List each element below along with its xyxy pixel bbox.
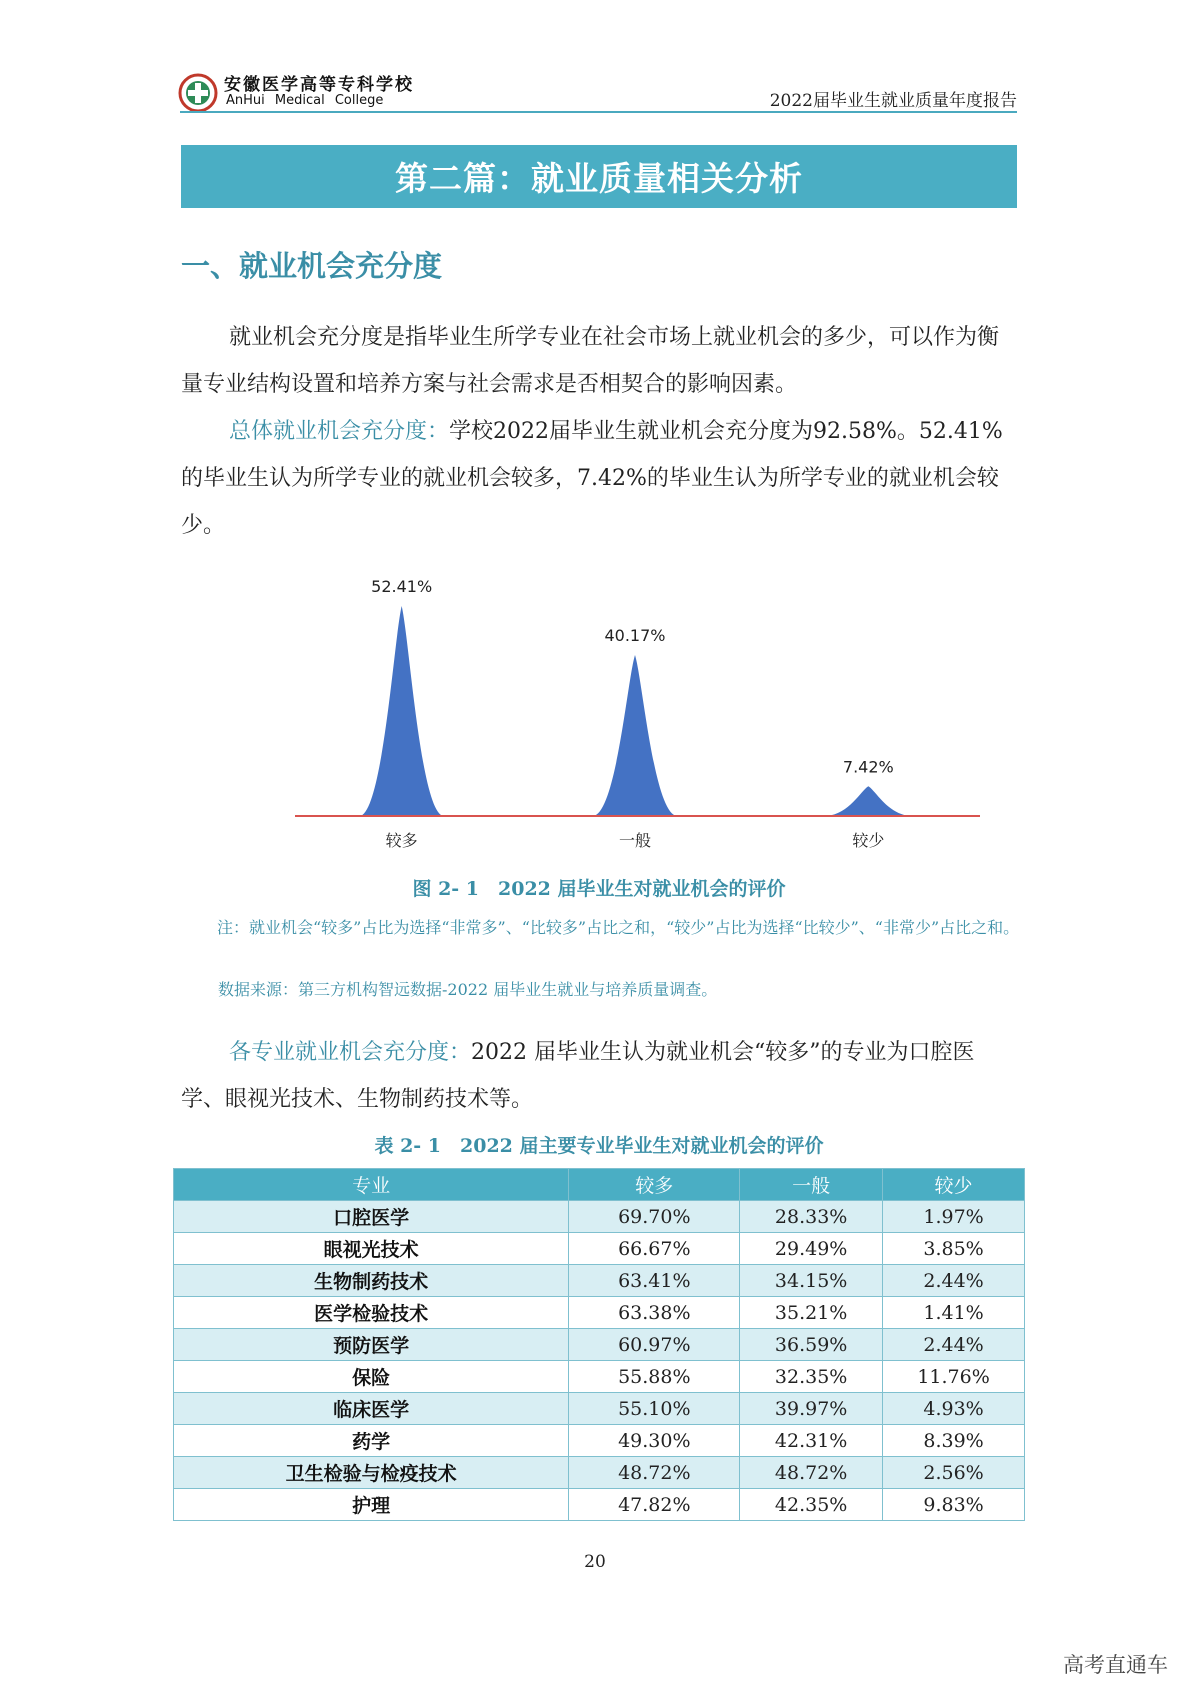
cell-less: 11.76% xyxy=(883,1361,1025,1393)
header-less: 较少 xyxy=(883,1169,1025,1201)
data-label: 7.42% xyxy=(842,757,894,777)
data-label: 40.17% xyxy=(604,626,666,646)
figure-note: 注：就业机会“较多”占比为选择“非常多”、“比较多”占比之和，“较少”占比为选择“比较少”、“非常少”占比之和。 xyxy=(217,918,1020,937)
category-label: 较少 xyxy=(852,831,885,850)
cell-major: 保险 xyxy=(174,1361,569,1393)
header-more: 较多 xyxy=(569,1169,740,1201)
cell-average: 42.31% xyxy=(740,1425,883,1457)
intro-paragraph: 就业机会充分度是指毕业生所学专业在社会市场上就业机会的多少，可以作为衡量专业结构设置和培养方案与社会需求是否相契合的影响因素。 xyxy=(181,325,1000,397)
cell-less: 2.44% xyxy=(883,1329,1025,1361)
cell-more: 63.41% xyxy=(569,1265,740,1297)
major-body: 2022 届毕业生认为就业机会“较多”的专业为口腔医学、眼视光技术、生物制药技术等。 xyxy=(181,1040,975,1112)
cell-less: 8.39% xyxy=(883,1425,1025,1457)
table-row xyxy=(174,1201,1025,1233)
table-header-row xyxy=(174,1169,1025,1201)
category-label: 一般 xyxy=(618,831,652,850)
school-logo xyxy=(178,73,222,113)
overall-lead: 总体就业机会充分度： xyxy=(229,419,450,444)
peak-mark xyxy=(360,606,444,816)
report-title: 2022届毕业生就业质量年度报告 xyxy=(769,91,1017,111)
header-divider xyxy=(180,111,1017,113)
cell-more: 66.67% xyxy=(569,1233,740,1265)
cell-less: 3.85% xyxy=(883,1233,1025,1265)
page-number: 20 xyxy=(584,1552,606,1572)
cell-more: 55.88% xyxy=(569,1361,740,1393)
cell-less: 4.93% xyxy=(883,1393,1025,1425)
watermark-text: 高考直通车 xyxy=(1063,1653,1168,1677)
table-row xyxy=(174,1233,1025,1265)
major-paragraph xyxy=(181,1029,1017,1123)
header-major: 专业 xyxy=(174,1169,569,1201)
cell-more: 60.97% xyxy=(569,1329,740,1361)
major-lead: 各专业就业机会充分度： xyxy=(229,1040,472,1065)
overall-paragraph xyxy=(181,408,1017,549)
cell-more: 48.72% xyxy=(569,1457,740,1489)
cell-average: 36.59% xyxy=(740,1329,883,1361)
cell-more: 55.10% xyxy=(569,1393,740,1425)
cell-less: 2.44% xyxy=(883,1265,1025,1297)
cell-more: 69.70% xyxy=(569,1201,740,1233)
figure-caption: 图 2- 1 2022 届毕业生对就业机会的评价 xyxy=(412,878,786,900)
cell-average: 35.21% xyxy=(740,1297,883,1329)
overall-body: 学校2022届毕业生就业机会充分度为92.58%。52.41%的毕业生认为所学专业的就业机会较多，7.42%的毕业生认为所学专业的就业机会较少。 xyxy=(181,419,1003,538)
part-title: 第二篇：就业质量相关分析 xyxy=(395,159,803,198)
cell-major: 医学检验技术 xyxy=(174,1297,569,1329)
cell-major: 眼视光技术 xyxy=(174,1233,569,1265)
part-banner xyxy=(181,145,1017,208)
cell-average: 42.35% xyxy=(740,1489,883,1521)
cell-less: 1.41% xyxy=(883,1297,1025,1329)
cell-less: 9.83% xyxy=(883,1489,1025,1521)
table-row xyxy=(174,1457,1025,1489)
peak-mark xyxy=(826,786,910,816)
cell-major: 预防医学 xyxy=(174,1329,569,1361)
cell-less: 1.97% xyxy=(883,1201,1025,1233)
table-row xyxy=(174,1329,1025,1361)
table-caption: 表 2- 1 2022 届主要专业毕业生对就业机会的评价 xyxy=(374,1135,824,1157)
cell-major: 卫生检验与检疫技术 xyxy=(174,1457,569,1489)
data-label: 52.41% xyxy=(371,577,433,596)
cell-average: 28.33% xyxy=(740,1201,883,1233)
cell-average: 34.15% xyxy=(740,1265,883,1297)
table-row xyxy=(174,1393,1025,1425)
table-row xyxy=(174,1265,1025,1297)
cell-average: 48.72% xyxy=(740,1457,883,1489)
category-label: 较多 xyxy=(385,831,418,850)
school-name-en: AnHui Medical College xyxy=(226,93,384,108)
header-average: 一般 xyxy=(740,1169,883,1201)
table-row xyxy=(174,1489,1025,1521)
cell-more: 63.38% xyxy=(569,1297,740,1329)
cell-major: 口腔医学 xyxy=(174,1201,569,1233)
cell-average: 39.97% xyxy=(740,1393,883,1425)
opportunity-chart xyxy=(290,560,990,860)
cell-major: 护理 xyxy=(174,1489,569,1521)
table-row xyxy=(174,1425,1025,1457)
figure-source: 数据来源：第三方机构智远数据-2022 届毕业生就业与培养质量调查。 xyxy=(218,980,718,999)
cell-average: 29.49% xyxy=(740,1233,883,1265)
table-row xyxy=(174,1297,1025,1329)
cell-major: 临床医学 xyxy=(174,1393,569,1425)
cell-more: 47.82% xyxy=(569,1489,740,1521)
cell-average: 32.35% xyxy=(740,1361,883,1393)
school-name-cn: 安徽医学高等专科学校 xyxy=(224,75,414,95)
cell-major: 生物制药技术 xyxy=(174,1265,569,1297)
section-heading: 一、就业机会充分度 xyxy=(181,249,443,283)
cell-more: 49.30% xyxy=(569,1425,740,1457)
cell-less: 2.56% xyxy=(883,1457,1025,1489)
peak-mark xyxy=(593,655,677,816)
major-opportunity-table xyxy=(173,1168,1025,1521)
table-row xyxy=(174,1361,1025,1393)
cell-major: 药学 xyxy=(174,1425,569,1457)
